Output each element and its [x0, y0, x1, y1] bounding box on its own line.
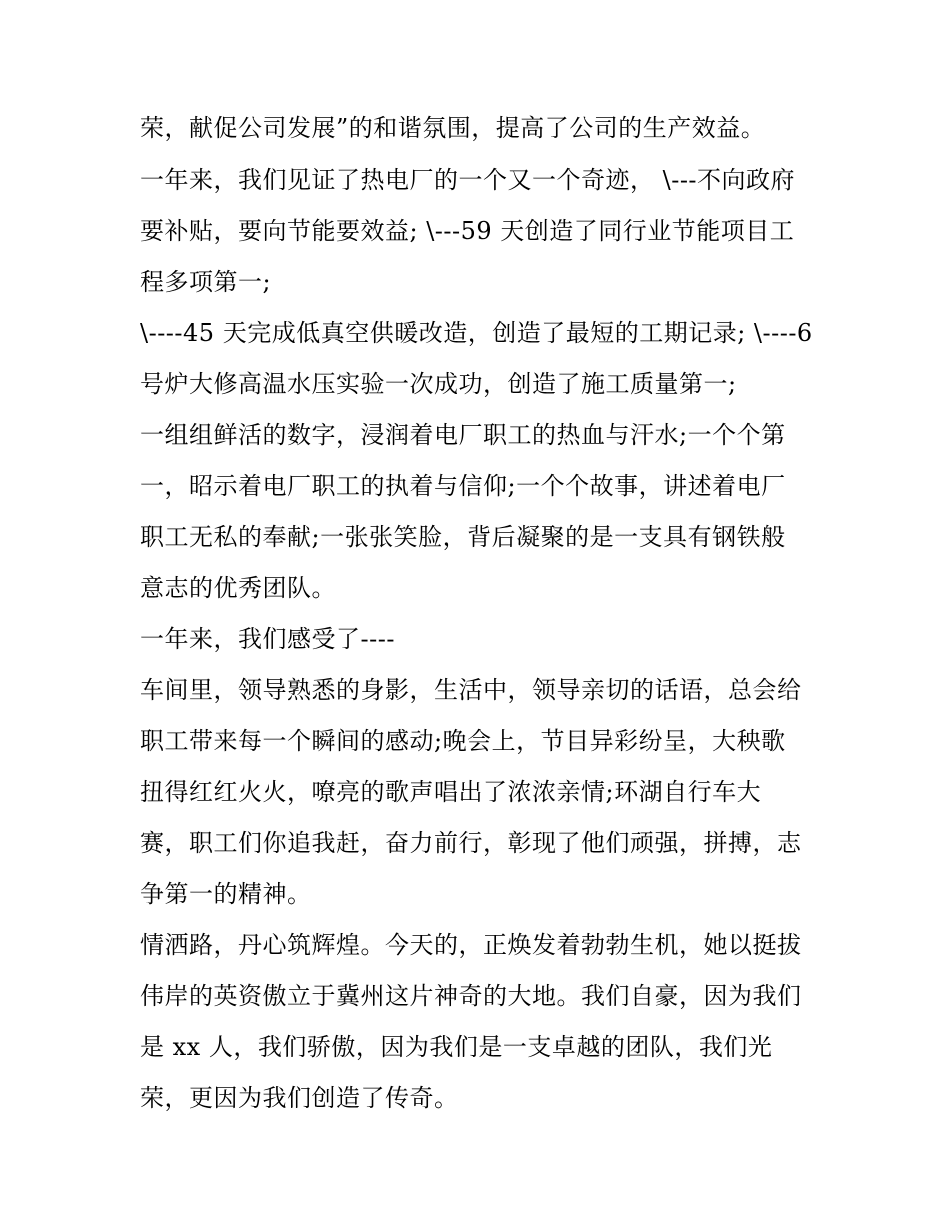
text-line: 意志的优秀团队。 [140, 574, 336, 602]
text-line: 扭得红红火火，嘹亮的歌声唱出了浓浓亲情;环湖自行车大 [140, 778, 762, 806]
text-line: 程多项第一; [140, 268, 272, 296]
text-line: 职工无私的奉献;一张张笑脸，背后凝聚的是一支具有钢铁般 [140, 523, 786, 551]
text-line: 号炉大修高温水压实验一次成功，创造了施工质量第一; [140, 370, 737, 398]
text-line: 情洒路，丹心筑辉煌。今天的，正焕发着勃勃生机，她以挺拔 [140, 931, 802, 959]
text-line: 一，昭示着电厂职工的执着与信仰;一个个故事，讲述着电厂 [140, 472, 786, 500]
text-line: 赛，职工们你追我赶，奋力前行，彰现了他们顽强，拼搏，志 [140, 829, 802, 857]
text-line: 伟岸的英资傲立于冀州这片神奇的大地。我们自豪，因为我们 [140, 982, 802, 1010]
text-line: 车间里，领导熟悉的身影，生活中，领导亲切的话语，总会给 [140, 676, 802, 704]
text-line: 一组组鲜活的数字，浸润着电厂职工的热血与汗水;一个个第 [140, 421, 786, 449]
text-line: 一年来，我们见证了热电厂的一个又一个奇迹， \---不向政府 [140, 166, 796, 194]
text-line: 荣，献促公司发展”的和谐氛围，提高了公司的生产效益。 [140, 114, 766, 142]
text-line: 争第一的精神。 [140, 880, 312, 908]
text-line: 一年来，我们感受了---- [140, 625, 395, 653]
text-line: 荣，更因为我们创造了传奇。 [140, 1084, 459, 1112]
text-line: 要补贴，要向节能要效益; \---59 天创造了同行业节能项目工 [140, 217, 795, 245]
text-line: 职工带来每一个瞬间的感动;晚会上，节目异彩纷呈，大秧歌 [140, 727, 786, 755]
text-line: \----45 天完成低真空供暖改造，创造了最短的工期记录; \----6 [140, 319, 813, 347]
text-line: 是 xx 人，我们骄傲，因为我们是一支卓越的团队，我们光 [140, 1033, 773, 1061]
